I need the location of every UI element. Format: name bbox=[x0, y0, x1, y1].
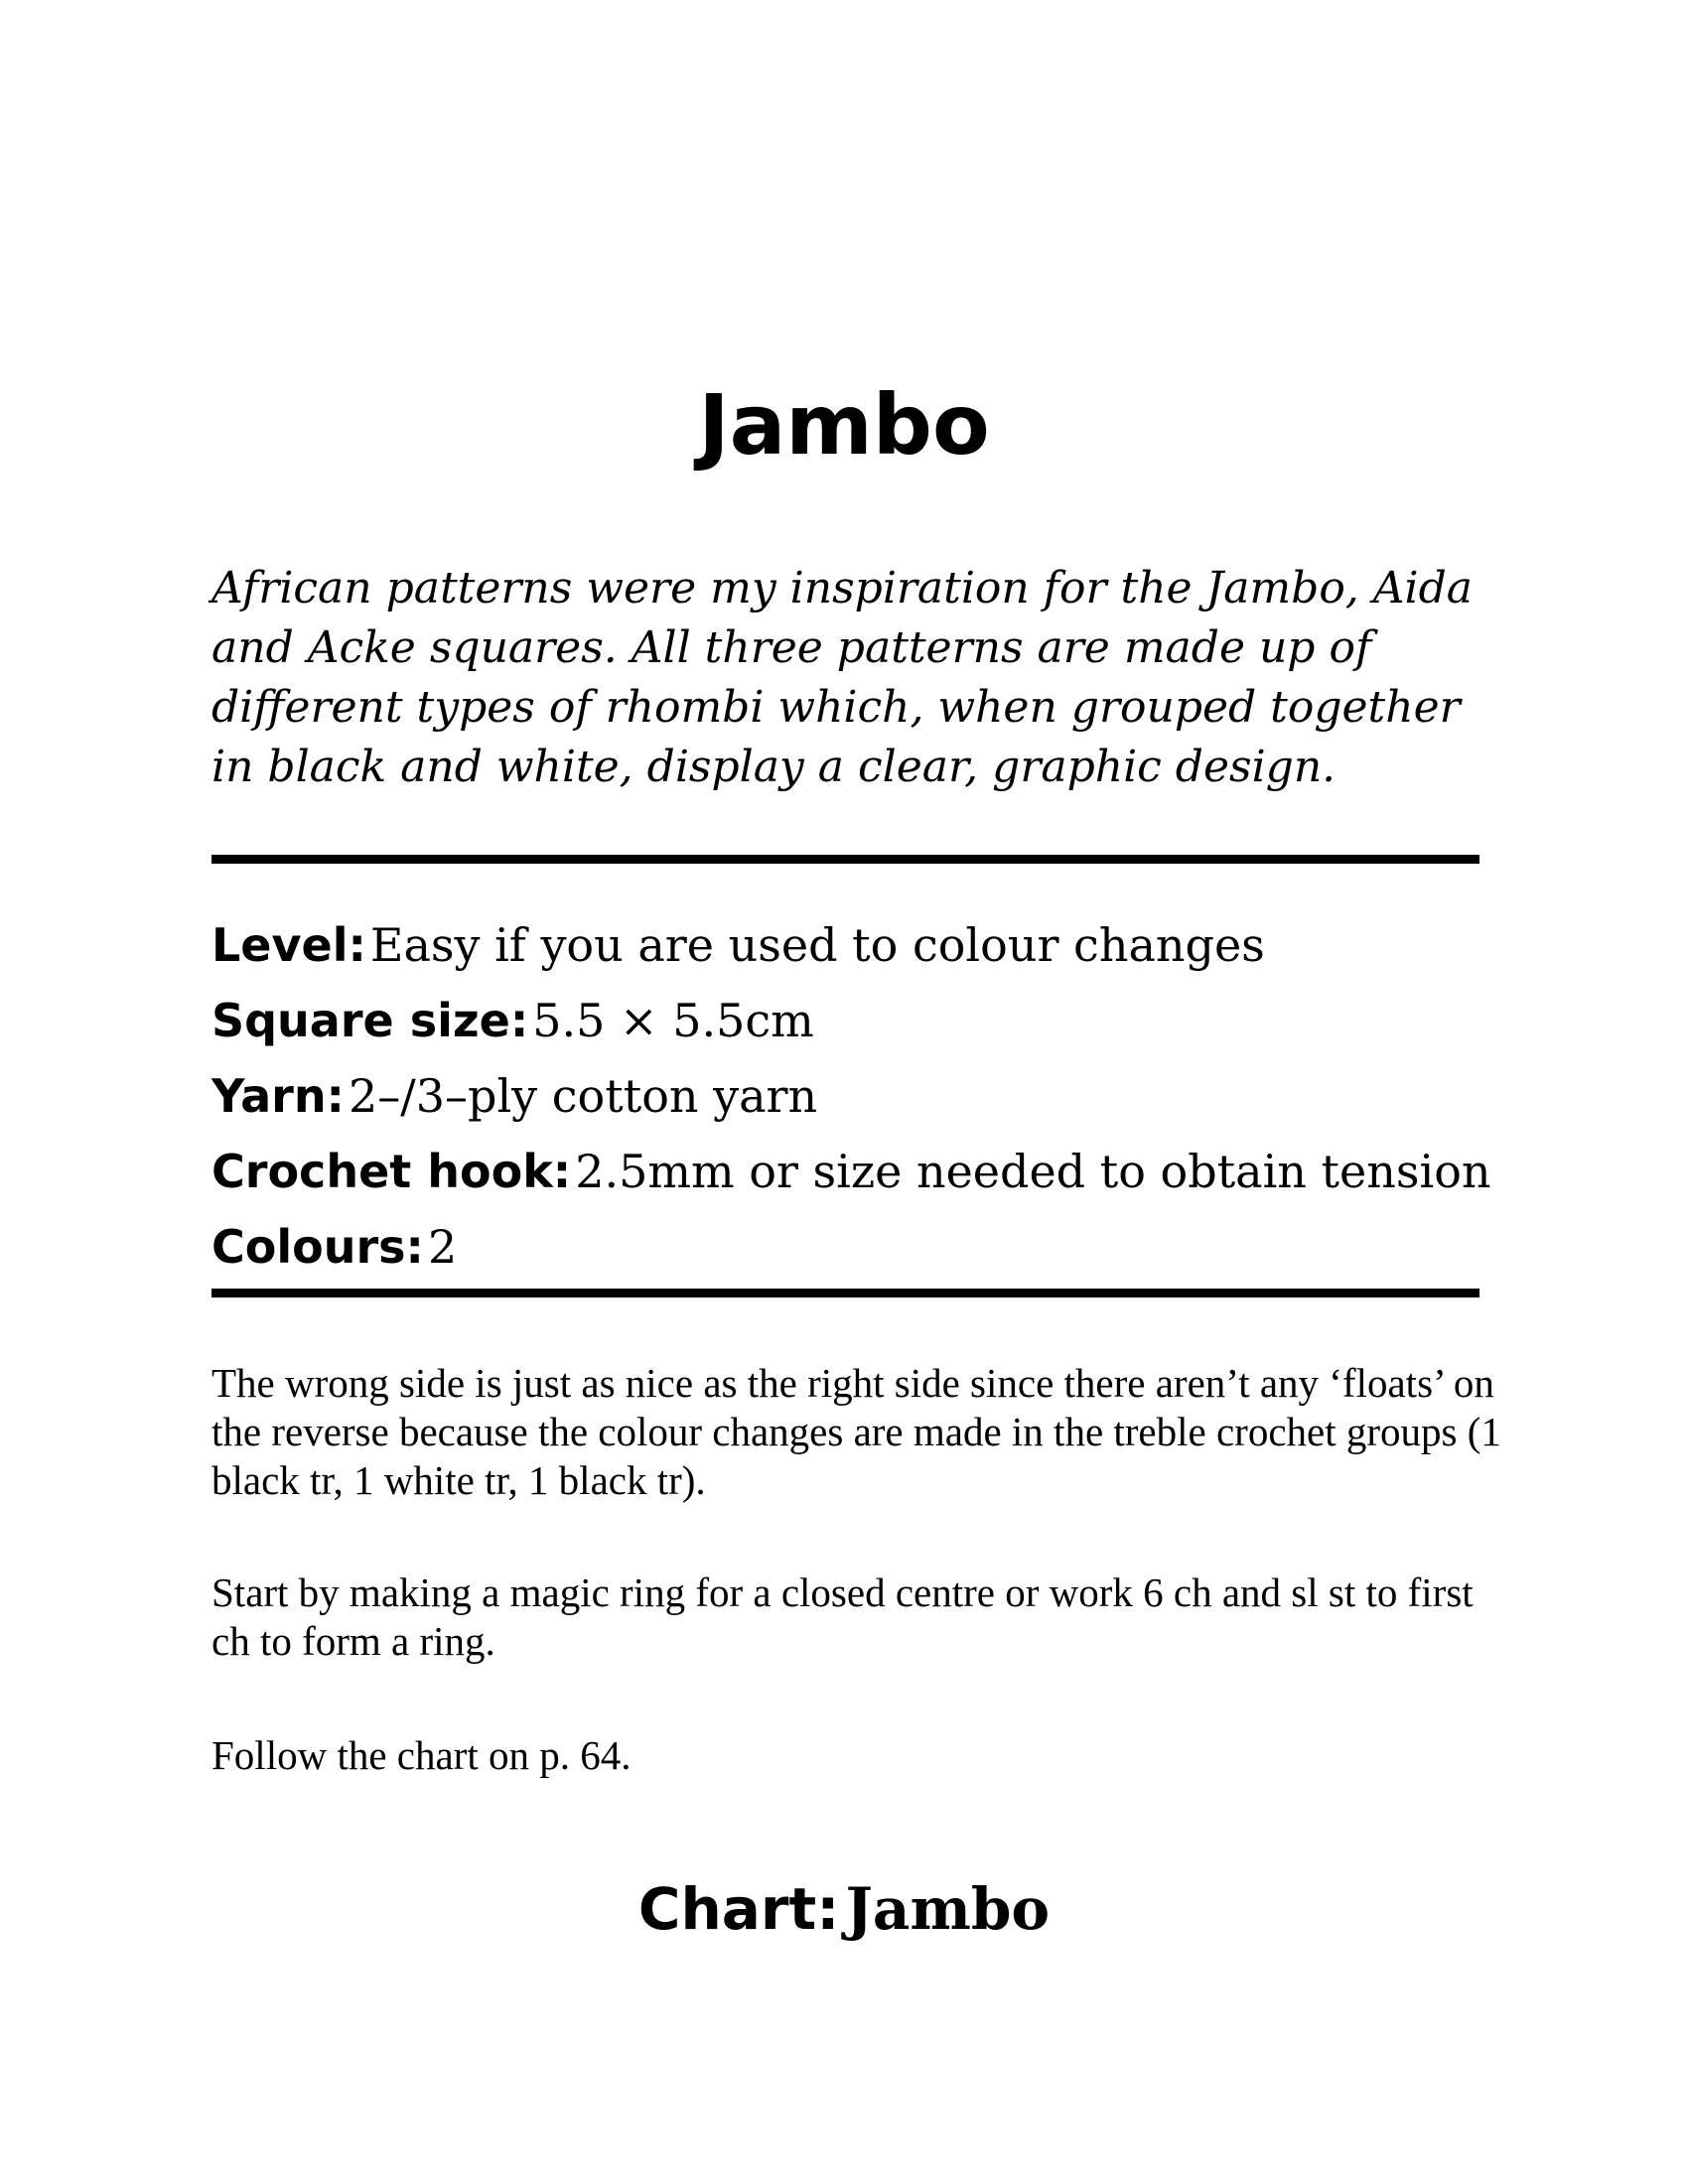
spec-label: Colours: bbox=[211, 1220, 424, 1274]
body-paragraph-start: Start by making a magic ring for a closed centre or work 6 ch and sl st to first ch to form a ring. bbox=[211, 1570, 1474, 1664]
spec-value: 2–/3–ply cotton yarn bbox=[348, 1069, 818, 1123]
spec-level bbox=[211, 907, 1502, 983]
chart-heading-label: Chart: bbox=[637, 1875, 840, 1943]
spec-label: Crochet hook: bbox=[211, 1145, 572, 1198]
spec-value: Easy if you are used to colour changes bbox=[369, 918, 1265, 972]
spec-colours bbox=[211, 1209, 1502, 1285]
spec-value: 2 bbox=[427, 1220, 458, 1274]
intro-paragraph: African patterns were my inspiration for the Jambo, Aida and Acke squares. All three patterns are made up of different types of rhombi which, when grouped together in black and white, display a clear, graphic design. bbox=[211, 563, 1474, 792]
spec-yarn bbox=[211, 1058, 1502, 1134]
spec-value: 5.5 × 5.5cm bbox=[532, 994, 814, 1047]
chart-heading-value: Jambo bbox=[845, 1875, 1051, 1943]
spec-value: 2.5mm or size needed to obtain tension bbox=[575, 1145, 1491, 1198]
spec-label: Level: bbox=[211, 918, 366, 972]
body-paragraph-wrong-side: The wrong side is just as nice as the right side since there aren’t any ‘floats’ on the reverse because the colour changes are made in the treble crochet groups (1 black tr, 1 white tr, 1 black tr). bbox=[211, 1360, 1501, 1503]
spec-crochet-hook bbox=[211, 1134, 1502, 1209]
page-title: Jambo bbox=[698, 376, 990, 474]
chart-heading bbox=[0, 1869, 1688, 1962]
divider-top bbox=[211, 855, 1479, 864]
body-paragraph-follow-chart: Follow the chart on p. 64. bbox=[211, 1732, 632, 1778]
spec-square-size bbox=[211, 983, 1502, 1058]
divider-bottom bbox=[211, 1289, 1479, 1297]
pattern-specs bbox=[211, 907, 1502, 1285]
spec-label: Square size: bbox=[211, 994, 529, 1047]
spec-label: Yarn: bbox=[211, 1069, 345, 1123]
